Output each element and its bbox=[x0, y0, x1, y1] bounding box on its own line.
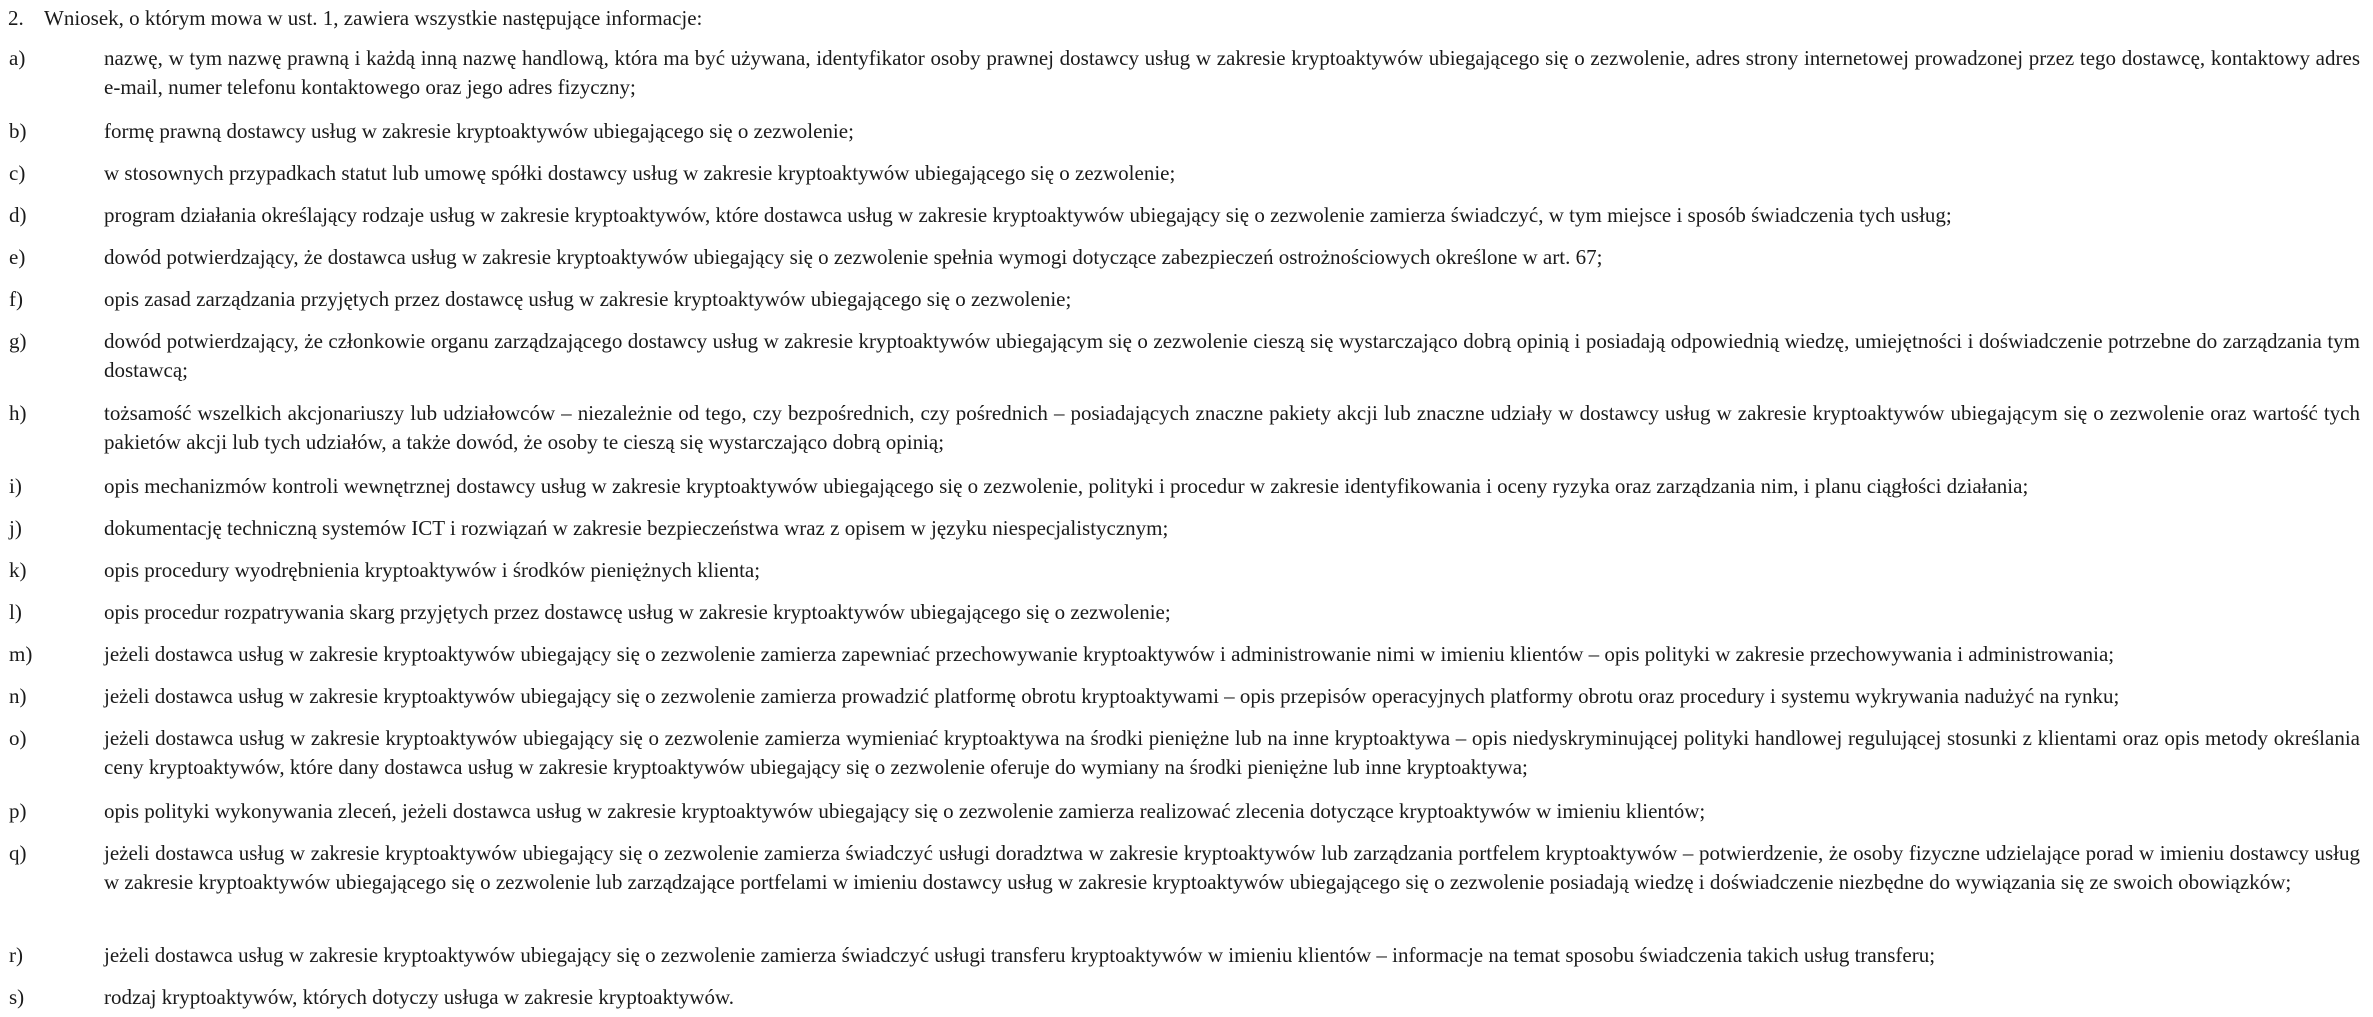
list-item-text: jeżeli dostawca usług w zakresie kryptoaktywów ubiegający się o zezwolenie zamierza prowadzić platformę obrotu kryptoaktywami – opis przepisów operacyjnych platformy obrotu oraz procedury i systemu wykrywania nadużyć na rynku; bbox=[104, 684, 2120, 708]
list-item-letter: e) bbox=[9, 245, 26, 269]
list-item-text: w stosownych przypadkach statut lub umowę spółki dostawcy usług w zakresie kryptoaktywów ubiegającego się o zezwolenie; bbox=[104, 161, 1176, 185]
list-item-letter: a) bbox=[9, 46, 26, 70]
list-item-text: jeżeli dostawca usług w zakresie kryptoaktywów ubiegający się o zezwolenie zamierza świadczyć usługi doradztwa w zakresie kryptoaktywów lub zarządzania portfelem kryptoaktywów – potwierdzenie, że osoby fizyczne udzielające porad w imieniu dostawcy usług w zakresie kryptoaktywów ubiegającego się o zezwolenie lub zarządzające portfelami w imieniu dostawcy usług w zakresie kryptoaktywów ubiegającego się o zezwolenie posiadają wiedzę i doświadczenie niezbędne do wywiązania się ze swoich obowiązków; bbox=[104, 841, 2360, 894]
list-item-text: program działania określający rodzaje usług w zakresie kryptoaktywów, które dostawca usług w zakresie kryptoaktywów ubiegający się o zezwolenie zamierza świadczyć, w tym miejsce i sposób świadczenia tych usług; bbox=[104, 203, 1952, 227]
list-item-letter: g) bbox=[9, 329, 27, 353]
list-item-letter: d) bbox=[9, 203, 27, 227]
list-item-letter: r) bbox=[9, 943, 23, 967]
list-item-letter: k) bbox=[9, 558, 27, 582]
list-item-text: dokumentację techniczną systemów ICT i rozwiązań w zakresie bezpieczeństwa wraz z opisem w języku niespecjalistycznym; bbox=[104, 516, 1169, 540]
list-item-text: opis zasad zarządzania przyjętych przez dostawcę usług w zakresie kryptoaktywów ubiegającego się o zezwolenie; bbox=[104, 287, 1072, 311]
list-item-text: rodzaj kryptoaktywów, których dotyczy usługa w zakresie kryptoaktywów. bbox=[104, 985, 735, 1009]
paragraph-number: 2. bbox=[8, 6, 24, 30]
list-item-letter: p) bbox=[9, 799, 27, 823]
paragraph-intro bbox=[8, 4, 702, 33]
list-item-letter: q) bbox=[9, 841, 27, 865]
list-item-text: opis polityki wykonywania zleceń, jeżeli dostawca usług w zakresie kryptoaktywów ubiegający się o zezwolenie zamierza realizować zlecenia dotyczące kryptoaktywów w imieniu klientów; bbox=[104, 799, 1706, 823]
list-item-letter: b) bbox=[9, 119, 27, 143]
list-item-text: jeżeli dostawca usług w zakresie kryptoaktywów ubiegający się o zezwolenie zamierza świadczyć usługi transferu kryptoaktywów w imieniu klientów – informacje na temat sposobu świadczenia takich usług transferu; bbox=[104, 943, 1936, 967]
list-item-letter: c) bbox=[9, 161, 26, 185]
list-item-letter: n) bbox=[9, 684, 27, 708]
list-item-text: opis mechanizmów kontroli wewnętrznej dostawcy usług w zakresie kryptoaktywów ubiegającego się o zezwolenie, polityki i procedur w zakresie identyfikowania i oceny ryzyka oraz zarządzania nim, i planu ciągłości działania; bbox=[104, 474, 2029, 498]
list-item-letter: f) bbox=[9, 287, 23, 311]
list-item-letter: i) bbox=[9, 474, 22, 498]
list-item-text: opis procedury wyodrębnienia kryptoaktywów i środków pieniężnych klienta; bbox=[104, 558, 761, 582]
list-item-text: nazwę, w tym nazwę prawną i każdą inną nazwę handlową, która ma być używana, identyfikator osoby prawnej dostawcy usług w zakresie kryptoaktywów ubiegającego się o zezwolenie, adres strony internetowej prowadzonej przez tego dostawcę, kontaktowy adres e-mail, numer telefonu kontaktowego oraz jego adres fizyczny; bbox=[104, 46, 2360, 99]
list-item-text: jeżeli dostawca usług w zakresie kryptoaktywów ubiegający się o zezwolenie zamierza zapewniać przechowywanie kryptoaktywów i administrowanie nimi w imieniu klientów – opis polityki w zakresie przechowywania i administrowania; bbox=[104, 642, 2115, 666]
list-item-letter: l) bbox=[9, 600, 22, 624]
list-item-text: jeżeli dostawca usług w zakresie kryptoaktywów ubiegający się o zezwolenie zamierza wymieniać kryptoaktywa na środki pieniężne lub na inne kryptoaktywa – opis niedyskryminującej polityki handlowej regulującej stosunki z klientami oraz opis metody określania ceny kryptoaktywów, które dany dostawca usług w zakresie kryptoaktywów ubiegający się o zezwolenie oferuje do wymiany na środki pieniężne lub inne kryptoaktywa; bbox=[104, 726, 2360, 779]
paragraph-intro-text: Wniosek, o którym mowa w ust. 1, zawiera wszystkie następujące informacje: bbox=[44, 6, 703, 30]
list-item-text: formę prawną dostawcy usług w zakresie kryptoaktywów ubiegającego się o zezwolenie; bbox=[104, 119, 854, 143]
list-item-letter: o) bbox=[9, 726, 27, 750]
list-item-letter: j) bbox=[9, 516, 22, 540]
list-item-letter: h) bbox=[9, 401, 27, 425]
list-item-letter: m) bbox=[9, 642, 33, 666]
list-item-text: tożsamość wszelkich akcjonariuszy lub udziałowców – niezależnie od tego, czy bezpośrednich, czy pośrednich – posiadających znaczne pakiety akcji lub znaczne udziały w dostawcy usług w zakresie kryptoaktywów ubiegającym się o zezwolenie oraz wartość tych pakietów akcji lub tych udziałów, a także dowód, że osoby te cieszą się wystarczająco dobrą opinią; bbox=[104, 401, 2360, 454]
list-item-text: dowód potwierdzający, że dostawca usług w zakresie kryptoaktywów ubiegający się o zezwolenie spełnia wymogi dotyczące zabezpieczeń ostrożnościowych określone w art. 67; bbox=[104, 245, 1603, 269]
list-item-letter: s) bbox=[9, 985, 25, 1009]
list-item-text: opis procedur rozpatrywania skarg przyjętych przez dostawcę usług w zakresie kryptoaktywów ubiegającego się o zezwolenie; bbox=[104, 600, 1171, 624]
list-item-text: dowód potwierdzający, że członkowie organu zarządzającego dostawcy usług w zakresie kryptoaktywów ubiegającym się o zezwolenie cieszą się wystarczająco dobrą opinią i posiadają odpowiednią wiedzę, umiejętności i doświadczenie potrzebne do zarządzania tym dostawcą; bbox=[104, 329, 2360, 382]
